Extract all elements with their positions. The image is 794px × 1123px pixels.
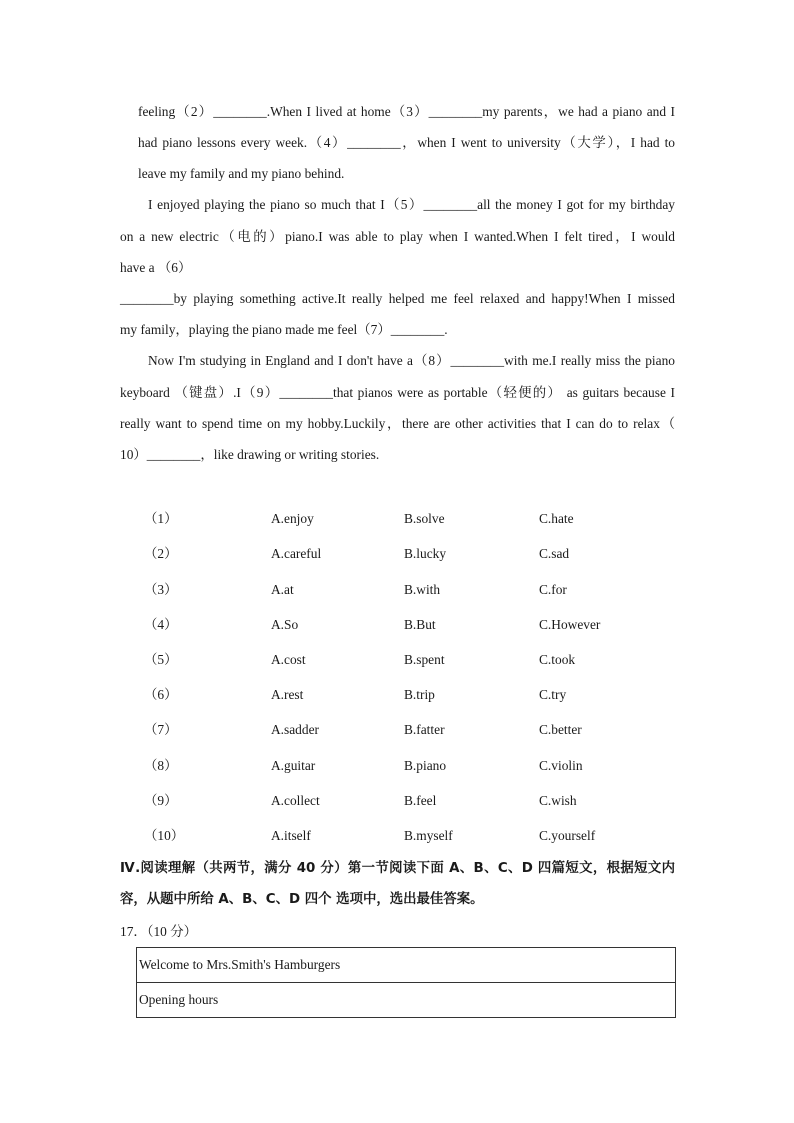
passage-line-3: leave my family and my piano behind. xyxy=(138,166,345,181)
table-row xyxy=(137,948,676,983)
option-row xyxy=(0,580,794,600)
option-b: B.But xyxy=(404,617,436,632)
option-row xyxy=(0,756,794,776)
option-c: C.took xyxy=(539,652,576,667)
passage-line-11: really want to spend time on my hobby.Luckily，there are other activities that I can do to relax（ xyxy=(120,416,675,431)
option-a: A.at xyxy=(271,582,294,597)
option-a: A.itself xyxy=(271,828,311,843)
option-row xyxy=(0,720,794,740)
passage-line-2: had piano lessons every week.（4）________，when I went to university（大学），I had to xyxy=(138,135,675,150)
option-b: B.solve xyxy=(404,511,445,526)
option-a: A.careful xyxy=(271,546,322,561)
option-c: C.wish xyxy=(539,793,577,808)
option-a: A.sadder xyxy=(271,722,319,737)
option-a: A.guitar xyxy=(271,758,316,773)
table-row xyxy=(137,983,676,1018)
option-row xyxy=(0,685,794,705)
passage-line-12: 10）________，like drawing or writing stories. xyxy=(120,447,380,462)
option-number: （9） xyxy=(144,793,178,808)
option-row xyxy=(0,544,794,564)
option-b: B.trip xyxy=(404,687,435,702)
option-a: A.So xyxy=(271,617,299,632)
passage-line-6: have a （6） xyxy=(120,260,192,275)
question-number: 17．（10 分） xyxy=(120,924,197,939)
option-c: C.try xyxy=(539,687,567,702)
option-row xyxy=(0,650,794,670)
option-b: B.spent xyxy=(404,652,445,667)
option-b: B.myself xyxy=(404,828,453,843)
section-heading-line-2: 容，从题中所给 A、B、C、D 四个 选项中，选出最佳答案。 xyxy=(120,892,484,907)
option-c: C.violin xyxy=(539,758,583,773)
option-a: A.collect xyxy=(271,793,320,808)
option-number: （6） xyxy=(144,687,178,702)
passage-line-1: feeling（2）________.When I lived at home（3）________my parents，we had a piano and I xyxy=(138,104,675,119)
option-c: C.better xyxy=(539,722,582,737)
option-b: B.fatter xyxy=(404,722,445,737)
option-number: （4） xyxy=(144,617,178,632)
option-a: A.cost xyxy=(271,652,306,667)
notice-table xyxy=(136,947,676,1018)
passage-line-5: on a new electric（电的）piano.I was able to play when I wanted.When I felt tired，I would xyxy=(120,229,675,244)
opening-hours-cell: Opening hours xyxy=(137,983,676,1018)
option-c: C.sad xyxy=(539,546,570,561)
passage-line-4: I enjoyed playing the piano so much that I（5）________all the money I got for my birthday xyxy=(148,197,675,212)
option-row xyxy=(0,509,794,529)
option-c: C.for xyxy=(539,582,567,597)
section-heading-line-1: Ⅳ.阅读理解（共两节，满分 40 分）第一节阅读下面 A、B、C、D 四篇短文，根据短文内 xyxy=(120,861,675,876)
passage-line-10: keyboard （键盘）.I（9）________that pianos were as portable（轻便的） as guitars because I xyxy=(120,385,675,400)
option-a: A.enjoy xyxy=(271,511,314,526)
option-b: B.feel xyxy=(404,793,437,808)
option-number: （1） xyxy=(144,511,178,526)
option-number: （2） xyxy=(144,546,178,561)
option-number: （10） xyxy=(144,828,185,843)
option-c: C.However xyxy=(539,617,601,632)
option-b: B.lucky xyxy=(404,546,447,561)
notice-title-cell: Welcome to Mrs.Smith's Hamburgers xyxy=(137,948,676,983)
option-row xyxy=(0,791,794,811)
option-c: C.hate xyxy=(539,511,574,526)
option-number: （3） xyxy=(144,582,178,597)
option-a: A.rest xyxy=(271,687,304,702)
option-row xyxy=(0,615,794,635)
option-c: C.yourself xyxy=(539,828,596,843)
option-number: （7） xyxy=(144,722,178,737)
option-number: （5） xyxy=(144,652,178,667)
passage-line-7: ________by playing something active.It really helped me feel relaxed and happy!When I missed xyxy=(120,291,675,306)
option-number: （8） xyxy=(144,758,178,773)
passage-line-9: Now I'm studying in England and I don't have a（8）________with me.I really miss the piano xyxy=(148,353,675,368)
option-b: B.with xyxy=(404,582,441,597)
option-b: B.piano xyxy=(404,758,447,773)
option-row xyxy=(0,826,794,846)
passage-line-8: my family，playing the piano made me feel（7）________. xyxy=(120,322,448,337)
